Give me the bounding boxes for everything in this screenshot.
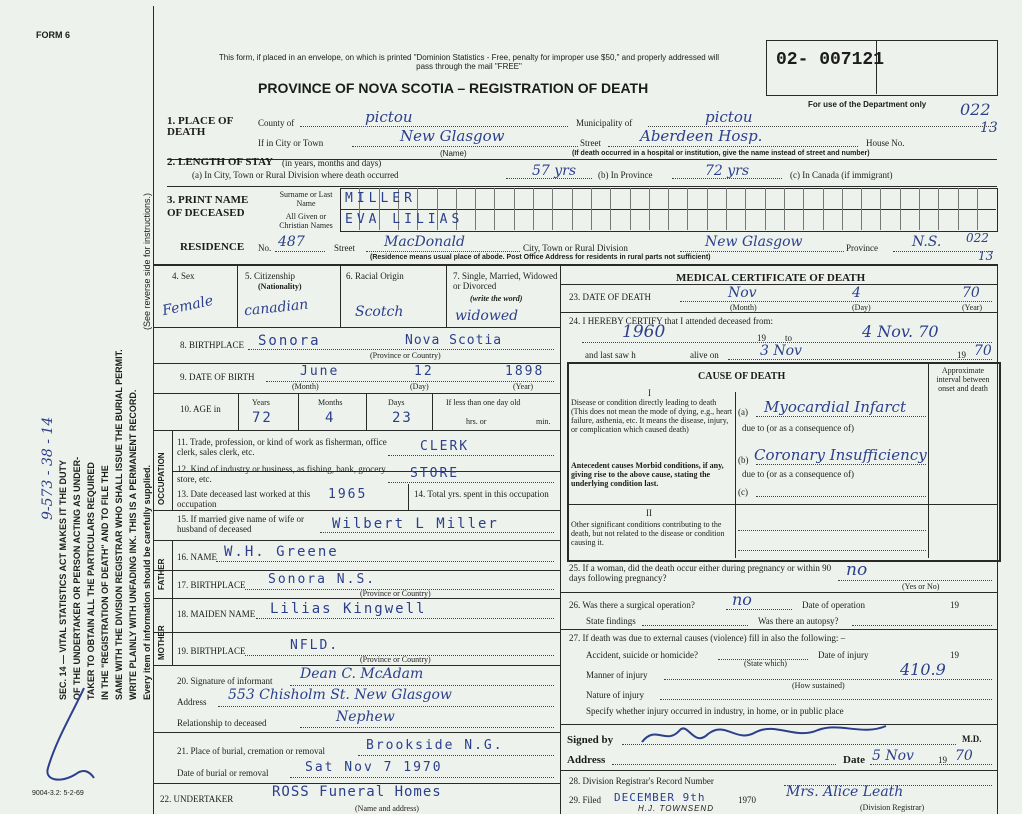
mother-birthplace-label: 19. BIRTHPLACE bbox=[177, 646, 246, 656]
informant-address: 553 Chisholm St. New Glasgow bbox=[228, 687, 452, 703]
spouse-label: 15. If married give name of wife or husband of deceased bbox=[177, 514, 304, 534]
stay-province-label: (b) In Province bbox=[598, 170, 653, 180]
informant-signature-label: 20. Signature of informant bbox=[177, 676, 273, 686]
age-months-value: 4 bbox=[325, 410, 336, 426]
burial-place-value: Brookside N.G. bbox=[366, 738, 504, 753]
print-name-label: 3. PRINT NAME OF DECEASED bbox=[167, 194, 249, 219]
cause-b-label: (b) bbox=[738, 455, 749, 465]
name-grid-divider bbox=[610, 188, 611, 230]
state-which-caption: (State which) bbox=[744, 659, 787, 668]
citizenship-label: 5. Citizenship bbox=[245, 271, 295, 281]
part-two-numeral: II bbox=[646, 508, 652, 518]
name-grid-divider bbox=[591, 188, 592, 230]
undertaker-caption: (Name and address) bbox=[355, 804, 419, 813]
attended-to-label: to bbox=[785, 333, 793, 343]
specify-label: Specify whether injury occurred in industry, in home, or in public place bbox=[586, 706, 844, 716]
birthplace-province: Nova Scotia bbox=[405, 333, 503, 348]
sex-label: 4. Sex bbox=[172, 271, 195, 281]
registrar-stamp: H.J. TOWNSEND bbox=[638, 804, 714, 813]
mother-birthplace-value: NFLD. bbox=[290, 638, 340, 653]
name-grid-divider bbox=[765, 188, 766, 230]
name-grid-divider bbox=[880, 188, 881, 230]
surname-label: Surname or Last Name bbox=[279, 190, 333, 208]
min-label: min. bbox=[536, 417, 551, 426]
trade-value: CLERK bbox=[420, 439, 470, 454]
mother-maiden-value: Lilias Kingwell bbox=[270, 601, 427, 617]
mother-section-label: MOTHER bbox=[157, 625, 166, 660]
external-causes-label: 27. If death was due to external causes (violence) fill in also the following: – bbox=[569, 633, 846, 643]
registrar-caption: (Division Registrar) bbox=[860, 803, 925, 812]
death-day: 4 bbox=[852, 285, 861, 301]
death-month-caption: (Month) bbox=[730, 303, 757, 312]
last-worked-value: 1965 bbox=[328, 487, 368, 502]
date-of-death-label: 23. DATE OF DEATH bbox=[569, 292, 651, 302]
certify-label: 24. I HEREBY CERTIFY that I attended deceased from: bbox=[569, 316, 773, 326]
father-name-label: 16. NAME bbox=[177, 552, 217, 562]
birthplace-label: 8. BIRTHPLACE bbox=[180, 340, 244, 350]
trade-label: 11. Trade, profession, or kind of work as fisherman, office clerk, sales clerk, etc. bbox=[177, 437, 387, 457]
street-value: Aberdeen Hosp. bbox=[640, 127, 763, 145]
residence-province-value: N.S. bbox=[912, 234, 942, 250]
age-months-label: Months bbox=[318, 398, 343, 407]
name-grid-divider bbox=[533, 188, 534, 230]
signed-by-label: Signed by bbox=[567, 734, 614, 746]
residence-no-label: No. bbox=[258, 243, 272, 253]
side-instruction-3: TAKER TO OBTAIN ALL THE PARTICULARS REQUIRED bbox=[86, 462, 96, 700]
name-grid-divider bbox=[572, 188, 573, 230]
city-name-caption: (Name) bbox=[440, 149, 467, 158]
stay-city-label: (a) In City, Town or Rural Division where death occurred bbox=[192, 170, 399, 180]
residence-city-value: New Glasgow bbox=[705, 234, 803, 250]
surgical-value: no bbox=[732, 590, 752, 609]
age-days-value: 23 bbox=[392, 410, 413, 426]
place-of-death-label: 1. PLACE OF DEATH bbox=[167, 115, 233, 138]
city-value: New Glasgow bbox=[400, 127, 505, 145]
manner-code: 410.9 bbox=[900, 660, 946, 679]
last-worked-label: 13. Date deceased last worked at this occupation bbox=[177, 489, 311, 509]
less-than-day-label: If less than one day old bbox=[446, 398, 521, 407]
cause-a-label: (a) bbox=[738, 407, 748, 417]
dob-year-caption: (Year) bbox=[513, 382, 534, 391]
side-instruction-2: OF THE UNDERTAKER OR PERSON ACTING AS UNDER- bbox=[72, 456, 82, 700]
side-instruction-8: (See reverse side for instructions.) bbox=[142, 192, 152, 330]
name-grid-divider bbox=[938, 188, 939, 230]
registration-number: 02- 007121 bbox=[776, 50, 885, 70]
physician-signature bbox=[636, 716, 896, 756]
death-year-caption: (Year) bbox=[962, 303, 983, 312]
side-instruction-7: Every item of information should be carefully supplied. bbox=[142, 464, 152, 700]
city-label: If in City or Town bbox=[258, 138, 324, 148]
total-years-label: 14. Total yrs. spent in this occupation bbox=[414, 489, 549, 499]
marital-sub: (write the word) bbox=[470, 294, 523, 303]
relationship-value: Nephew bbox=[336, 709, 395, 725]
last-seen-value: 3 Nov bbox=[760, 343, 802, 359]
residence-no-value: 487 bbox=[278, 234, 305, 250]
name-grid-divider bbox=[823, 188, 824, 230]
name-grid-divider bbox=[919, 188, 920, 230]
citizenship-value: canadian bbox=[243, 296, 310, 320]
residence-province-label: Province bbox=[846, 243, 878, 253]
father-birthplace-value: Sonora N.S. bbox=[268, 572, 377, 587]
length-of-stay-sub: (in years, months and days) bbox=[282, 158, 382, 168]
due-to-b: due to (or as a consequence of) bbox=[742, 469, 854, 479]
attended-to: 4 Nov. 70 bbox=[862, 322, 939, 341]
death-year: 70 bbox=[962, 285, 980, 301]
date-injury-19: 19 bbox=[950, 650, 959, 660]
alive-on-label: alive on bbox=[690, 350, 719, 360]
dob-day: 12 bbox=[414, 364, 434, 379]
dob-day-caption: (Day) bbox=[410, 382, 429, 391]
stay-province-value: 72 yrs bbox=[705, 163, 750, 179]
form-code: 9004-3.2: 5-2-69 bbox=[32, 790, 84, 797]
name-grid-divider bbox=[494, 188, 495, 230]
surname-value: MILLER bbox=[345, 191, 416, 206]
filed-year: 1970 bbox=[738, 795, 756, 805]
part-one-numeral: I bbox=[648, 388, 651, 398]
cause-header: CAUSE OF DEATH bbox=[698, 371, 786, 382]
name-grid-divider bbox=[803, 188, 804, 230]
racial-label: 6. Racial Origin bbox=[346, 271, 404, 281]
due-to-a: due to (or as a consequence of) bbox=[742, 423, 854, 433]
signature-19: 19 bbox=[938, 755, 947, 765]
name-grid-divider bbox=[842, 188, 843, 230]
residence-note: (Residence means usual place of abode. Post Office Address for residents in rural parts not sufficient) bbox=[370, 254, 711, 261]
father-section-label: FATHER bbox=[157, 558, 166, 590]
birthplace-value: Sonora bbox=[258, 333, 321, 349]
side-handwritten-number: 9-573 - 38 - 14 bbox=[40, 416, 56, 520]
disease-label: Disease or condition directly leading to death (This does not mean the mode of dying, e.g., heart failure, asthenia, etc. It means the disease, injury, or complication which caused death) bbox=[571, 398, 733, 434]
marital-value: widowed bbox=[455, 308, 519, 324]
burial-date-value: Sat Nov 7 1970 bbox=[305, 760, 443, 775]
side-instruction-5: SAME WITH THE DIVISION REGISTRAR WHO SHALL ISSUE THE BURIAL PERMIT. bbox=[114, 349, 124, 700]
name-grid-divider bbox=[861, 188, 862, 230]
last-saw-label: and last saw h bbox=[585, 350, 636, 360]
side-instruction-6: WRITE PLAINLY WITH UNFADING INK. THIS IS A PERMANENT RECORD. bbox=[128, 389, 138, 700]
last-seen-year: 70 bbox=[974, 343, 992, 359]
informant-signature: Dean C. McAdam bbox=[300, 666, 424, 682]
age-days-label: Days bbox=[388, 398, 405, 407]
postal-notice: This form, if placed in an envelope, on which is printed "Dominion Statistics - Free, penalty for improper use $50," and properly addressed will pass through the mail "FREE" bbox=[218, 53, 720, 71]
mother-maiden-label: 18. MAIDEN NAME bbox=[177, 609, 256, 619]
mother-prov-caption: (Province or Country) bbox=[360, 655, 431, 664]
father-prov-caption: (Province or Country) bbox=[360, 589, 431, 598]
informant-address-label: Address bbox=[177, 697, 207, 707]
racial-value: Scotch bbox=[355, 304, 404, 320]
county-value: pictou bbox=[365, 108, 413, 126]
signature-date-label: Date bbox=[843, 754, 865, 766]
dob-month: June bbox=[300, 364, 340, 379]
side-instruction-4: IN THE "REGISTRATION OF DEATH" AND TO FILE THE bbox=[100, 465, 110, 700]
residence-city-label: City, Town or Rural Division bbox=[523, 243, 628, 253]
signature-address-label: Address bbox=[567, 754, 606, 766]
burial-place-label: 21. Place of burial, cremation or removal bbox=[177, 746, 325, 756]
name-grid-divider bbox=[958, 188, 959, 230]
municipality-label: Municipality of bbox=[576, 118, 633, 128]
autopsy-label: Was there an autopsy? bbox=[758, 616, 839, 626]
industry-label: 12. Kind of industry or business, as fishing, bank, grocery store, etc. bbox=[177, 464, 386, 484]
dept-code-3: 022 bbox=[966, 231, 989, 245]
form-number: FORM 6 bbox=[36, 30, 71, 40]
dob-year: 1898 bbox=[505, 364, 545, 379]
name-grid-divider bbox=[514, 188, 515, 230]
industry-value: STORE bbox=[410, 466, 460, 481]
date-operation-19: 19 bbox=[950, 600, 959, 610]
given-name-value: EVA LILIAS bbox=[345, 212, 464, 227]
name-grid-divider bbox=[726, 188, 727, 230]
residence-street-value: MacDonald bbox=[384, 234, 465, 250]
dob-month-caption: (Month) bbox=[292, 382, 319, 391]
name-grid-divider bbox=[668, 188, 669, 230]
spouse-value: Wilbert L Miller bbox=[332, 516, 499, 532]
dept-use-label: For use of the Department only bbox=[808, 100, 927, 109]
undertaker-label: 22. UNDERTAKER bbox=[160, 794, 234, 804]
county-label: County of bbox=[258, 118, 295, 128]
medical-certificate-header: MEDICAL CERTIFICATE OF DEATH bbox=[676, 272, 866, 284]
father-name-value: W.H. Greene bbox=[224, 544, 339, 560]
residence-label: RESIDENCE bbox=[180, 241, 245, 253]
attended-19-label: 19 bbox=[757, 333, 766, 343]
manner-label: Manner of injury bbox=[586, 670, 648, 680]
name-grid-divider bbox=[745, 188, 746, 230]
hospital-note: (If death occurred in a hospital or institution, give the name instead of street and number) bbox=[572, 150, 870, 157]
signature-date-value: 5 Nov bbox=[872, 748, 914, 764]
stay-city-value: 57 yrs bbox=[532, 163, 577, 179]
cause-a-value: Myocardial Infarct bbox=[764, 398, 906, 416]
cause-c-label: (c) bbox=[738, 487, 748, 497]
filed-date: DECEMBER 9th bbox=[614, 791, 706, 804]
pregnancy-value: no bbox=[846, 560, 868, 580]
surgical-label: 26. Was there a surgical operation? bbox=[569, 600, 695, 610]
marital-label: 7. Single, Married, Widowed or Divorced bbox=[453, 271, 558, 291]
citizenship-sub: (Nationality) bbox=[258, 282, 302, 291]
occupation-section-label: OCCUPATION bbox=[157, 452, 166, 505]
residence-street-label: Street bbox=[334, 243, 355, 253]
handwritten-initial-mark bbox=[34, 680, 104, 790]
state-findings-label: State findings bbox=[586, 616, 636, 626]
death-day-caption: (Day) bbox=[852, 303, 871, 312]
antecedent-label: Antecedent causes Morbid conditions, if any, giving rise to the above cause, stating the underlying condition last. bbox=[571, 461, 724, 488]
age-years-label: Years bbox=[252, 398, 270, 407]
dob-label: 9. DATE OF BIRTH bbox=[180, 372, 255, 382]
name-grid-divider bbox=[649, 188, 650, 230]
record-number-label: 28. Division Registrar's Record Number bbox=[569, 776, 714, 786]
registrar-signature: Mrs. Alice Leath bbox=[786, 784, 904, 800]
burial-date-label: Date of burial or removal bbox=[177, 768, 269, 778]
nature-label: Nature of injury bbox=[586, 690, 644, 700]
name-grid-divider bbox=[707, 188, 708, 230]
name-grid-divider bbox=[900, 188, 901, 230]
dept-code-2: 13 bbox=[980, 120, 998, 136]
stay-canada-label: (c) In Canada (if immigrant) bbox=[790, 170, 893, 180]
date-operation-label: Date of operation bbox=[802, 600, 865, 610]
relationship-label: Relationship to deceased bbox=[177, 718, 267, 728]
name-grid-divider bbox=[687, 188, 688, 230]
margin-divider bbox=[153, 6, 154, 814]
age-years-value: 72 bbox=[252, 410, 273, 426]
house-label: House No. bbox=[866, 138, 905, 148]
age-label: 10. AGE in bbox=[180, 404, 221, 414]
accident-label: Accident, suicide or homicide? bbox=[586, 650, 698, 660]
street-label: Street bbox=[580, 138, 601, 148]
undertaker-value: ROSS Funeral Homes bbox=[272, 784, 442, 800]
hrs-label: hrs. or bbox=[466, 417, 487, 426]
birthplace-prov-caption: (Province or Country) bbox=[370, 351, 441, 360]
how-sustained-caption: (How sustained) bbox=[792, 681, 845, 690]
yes-no-caption: (Yes or No) bbox=[902, 582, 940, 591]
given-name-label: All Given or Christian Names bbox=[279, 212, 333, 230]
cause-b-value: Coronary Insufficiency bbox=[754, 446, 927, 464]
other-conditions-label: Other significant conditions contributing to the death, but not related to the disease or condition causing it. bbox=[571, 520, 725, 547]
dept-code-4: 13 bbox=[978, 249, 994, 263]
pregnancy-label: 25. If a woman, did the death occur either during pregnancy or within 90 days following pregnancy? bbox=[569, 563, 832, 583]
name-grid-divider bbox=[630, 188, 631, 230]
signature-year: 70 bbox=[955, 748, 973, 764]
md-label: M.D. bbox=[962, 734, 982, 744]
form-title: PROVINCE OF NOVA SCOTIA – REGISTRATION OF DEATH bbox=[258, 80, 649, 96]
sex-value: Female bbox=[160, 292, 215, 320]
attended-from: 1960 bbox=[622, 322, 666, 342]
length-of-stay-label: 2. LENGTH OF STAY bbox=[167, 156, 273, 168]
name-grid-divider bbox=[784, 188, 785, 230]
dept-code-1: 022 bbox=[960, 100, 991, 119]
death-month: Nov bbox=[728, 285, 757, 301]
name-grid-divider bbox=[977, 188, 978, 230]
father-birthplace-label: 17. BIRTHPLACE bbox=[177, 580, 246, 590]
side-instruction-1: SEC. 14 — VITAL STATISTICS ACT MAKES IT THE DUTY bbox=[58, 459, 68, 700]
last-seen-19: 19 bbox=[957, 350, 966, 360]
name-grid-divider bbox=[552, 188, 553, 230]
name-grid-divider bbox=[475, 188, 476, 230]
date-injury-label: Date of injury bbox=[818, 650, 869, 660]
filed-label: 29. Filed bbox=[569, 795, 602, 805]
municipality-value: pictou bbox=[705, 108, 753, 126]
interval-label: Approximate interval between onset and death bbox=[936, 366, 990, 393]
